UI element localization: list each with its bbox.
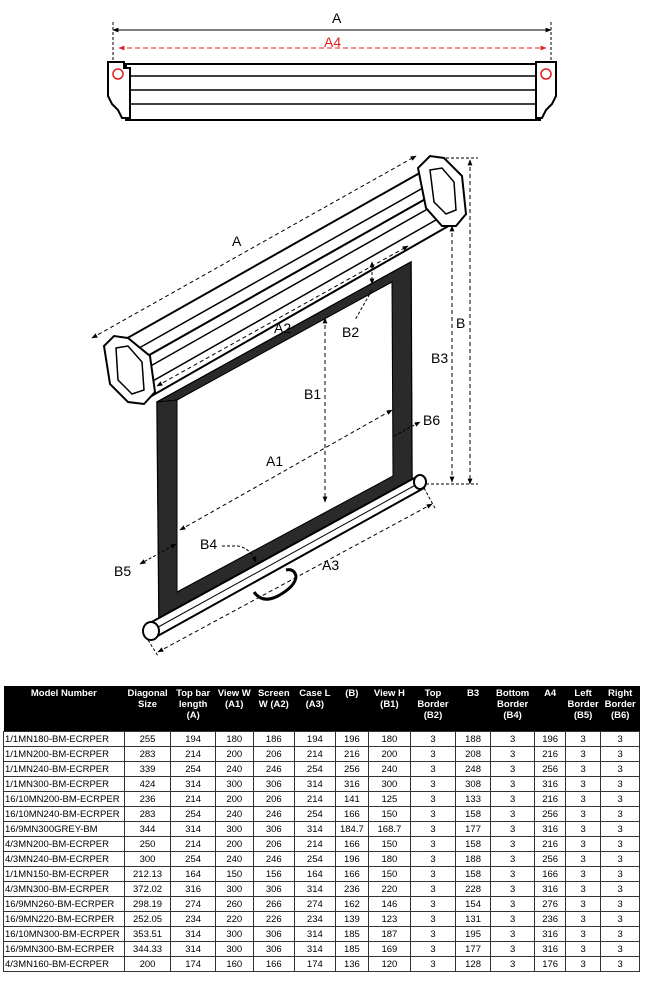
spec-cell: 3	[601, 912, 640, 927]
spec-cell: 214	[295, 837, 336, 852]
spec-cell: 314	[295, 927, 336, 942]
iso-ext-a3-left	[148, 640, 158, 656]
spec-cell: 176	[535, 957, 565, 972]
spec-cell: 150	[369, 867, 411, 882]
spec-cell: 3	[410, 942, 456, 957]
spec-cell: 3	[410, 792, 456, 807]
spec-cell: 254	[171, 807, 216, 822]
spec-cell: 214	[295, 792, 336, 807]
spec-cell: 3	[601, 732, 640, 747]
spec-cell: 188	[456, 852, 490, 867]
model-number-cell: 16/9MN220-BM-ECRPER	[4, 912, 125, 927]
isometric-view	[92, 156, 478, 656]
table-row	[4, 807, 640, 822]
spec-cell: 266	[253, 897, 295, 912]
spec-cell: 3	[565, 912, 601, 927]
iso-label-b2: B2	[342, 324, 360, 340]
spec-cell: 3	[490, 762, 535, 777]
spec-cell: 314	[171, 822, 216, 837]
spec-cell: 306	[253, 927, 295, 942]
spec-cell: 276	[535, 897, 565, 912]
spec-cell: 344.33	[124, 942, 171, 957]
spec-cell: 3	[410, 747, 456, 762]
spec-cell: 316	[171, 882, 216, 897]
spec-cell: 3	[410, 837, 456, 852]
spec-cell: 154	[456, 897, 490, 912]
spec-cell: 3	[410, 762, 456, 777]
spec-cell: 256	[535, 852, 565, 867]
spec-cell: 339	[124, 762, 171, 777]
spec-cell: 196	[335, 732, 368, 747]
model-number-cell: 16/9MN300-BM-ECRPER	[4, 942, 125, 957]
spec-cell: 314	[295, 882, 336, 897]
spec-table	[3, 686, 640, 972]
spec-cell: 246	[253, 807, 295, 822]
spec-cell: 3	[565, 762, 601, 777]
spec-cell: 246	[253, 852, 295, 867]
spec-cell: 150	[369, 807, 411, 822]
spec-cell: 3	[490, 777, 535, 792]
spec-cell: 300	[369, 777, 411, 792]
spec-cell: 3	[601, 747, 640, 762]
spec-cell: 150	[369, 837, 411, 852]
spec-cell: 3	[601, 807, 640, 822]
spec-cell: 177	[456, 942, 490, 957]
model-number-cell: 4/3MN160-BM-ECRPER	[4, 957, 125, 972]
table-row	[4, 762, 640, 777]
table-row	[4, 897, 640, 912]
spec-cell: 3	[410, 957, 456, 972]
spec-cell: 214	[171, 837, 216, 852]
spec-cell: 260	[215, 897, 253, 912]
table-row	[4, 837, 640, 852]
spec-cell: 194	[171, 732, 216, 747]
model-number-cell: 16/9MN260-BM-ECRPER	[4, 897, 125, 912]
front-right-bracket	[536, 62, 556, 118]
col-header: A4	[535, 686, 565, 732]
spec-cell: 3	[490, 732, 535, 747]
spec-cell: 3	[565, 792, 601, 807]
front-view	[108, 10, 556, 120]
spec-cell: 3	[490, 852, 535, 867]
model-number-cell: 16/9MN300GREY-BM	[4, 822, 125, 837]
spec-cell: 220	[215, 912, 253, 927]
table-row	[4, 822, 640, 837]
spec-cell: 180	[369, 732, 411, 747]
spec-cell: 298.19	[124, 897, 171, 912]
spec-cell: 3	[490, 882, 535, 897]
spec-cell: 283	[124, 807, 171, 822]
spec-cell: 3	[490, 747, 535, 762]
spec-cell: 188	[456, 732, 490, 747]
spec-cell: 3	[565, 882, 601, 897]
col-header: Top Border (B2)	[410, 686, 456, 732]
spec-cell: 214	[171, 792, 216, 807]
col-header: Left Border (B5)	[565, 686, 601, 732]
spec-cell: 214	[295, 747, 336, 762]
spec-cell: 314	[295, 822, 336, 837]
spec-cell: 254	[171, 852, 216, 867]
spec-cell: 166	[335, 867, 368, 882]
iso-label-b6: B6	[423, 412, 441, 428]
front-dim-a-label: A	[332, 10, 342, 26]
spec-cell: 216	[335, 747, 368, 762]
col-header: Right Border (B6)	[601, 686, 640, 732]
spec-cell: 254	[171, 762, 216, 777]
spec-cell: 3	[490, 822, 535, 837]
spec-cell: 206	[253, 792, 295, 807]
spec-cell: 3	[601, 822, 640, 837]
spec-cell: 3	[490, 927, 535, 942]
spec-cell: 314	[171, 942, 216, 957]
spec-cell: 206	[253, 747, 295, 762]
spec-cell: 353.51	[124, 927, 171, 942]
model-number-cell: 16/10MN200-BM-ECRPER	[4, 792, 125, 807]
spec-cell: 3	[601, 882, 640, 897]
spec-cell: 3	[601, 762, 640, 777]
spec-cell: 3	[565, 747, 601, 762]
front-dim-a4-label: A4	[324, 34, 342, 50]
iso-label-b: B	[456, 315, 466, 331]
iso-label-a3: A3	[322, 557, 340, 573]
table-row	[4, 957, 640, 972]
spec-cell: 306	[253, 942, 295, 957]
spec-cell: 240	[215, 852, 253, 867]
spec-cell: 3	[565, 852, 601, 867]
spec-cell: 196	[535, 732, 565, 747]
spec-cell: 250	[124, 837, 171, 852]
spec-cell: 3	[410, 882, 456, 897]
spec-cell: 174	[171, 957, 216, 972]
spec-cell: 187	[369, 927, 411, 942]
col-header: (B)	[335, 686, 368, 732]
spec-cell: 200	[215, 747, 253, 762]
spec-cell: 158	[456, 867, 490, 882]
spec-cell: 300	[215, 777, 253, 792]
spec-cell: 226	[253, 912, 295, 927]
spec-cell: 131	[456, 912, 490, 927]
spec-cell: 316	[335, 777, 368, 792]
spec-cell: 3	[410, 732, 456, 747]
spec-cell: 3	[410, 897, 456, 912]
spec-cell: 3	[601, 867, 640, 882]
model-number-cell: 1/1MN240-BM-ECRPER	[4, 762, 125, 777]
spec-cell: 139	[335, 912, 368, 927]
spec-cell: 185	[335, 927, 368, 942]
model-number-cell: 1/1MN300-BM-ECRPER	[4, 777, 125, 792]
iso-label-b3: B3	[431, 350, 449, 366]
spec-cell: 169	[369, 942, 411, 957]
table-row	[4, 777, 640, 792]
spec-cell: 3	[410, 927, 456, 942]
spec-cell: 156	[253, 867, 295, 882]
spec-cell: 316	[535, 822, 565, 837]
spec-cell: 3	[490, 897, 535, 912]
spec-cell: 3	[490, 957, 535, 972]
spec-cell: 200	[369, 747, 411, 762]
spec-cell: 306	[253, 822, 295, 837]
spec-cell: 194	[295, 732, 336, 747]
spec-cell: 120	[369, 957, 411, 972]
spec-cell: 3	[565, 807, 601, 822]
spec-cell: 228	[456, 882, 490, 897]
spec-cell: 216	[535, 837, 565, 852]
spec-cell: 274	[171, 897, 216, 912]
spec-cell: 3	[601, 837, 640, 852]
model-number-cell: 1/1MN180-BM-ECRPER	[4, 732, 125, 747]
spec-cell: 216	[535, 747, 565, 762]
spec-cell: 300	[124, 852, 171, 867]
spec-cell: 125	[369, 792, 411, 807]
spec-cell: 166	[253, 957, 295, 972]
col-header: View W (A1)	[215, 686, 253, 732]
table-row	[4, 942, 640, 957]
spec-cell: 3	[565, 822, 601, 837]
spec-cell: 255	[124, 732, 171, 747]
spec-cell: 184.7	[335, 822, 368, 837]
iso-label-b4: B4	[200, 536, 218, 552]
spec-cell: 146	[369, 897, 411, 912]
spec-cell: 306	[253, 882, 295, 897]
spec-cell: 246	[253, 762, 295, 777]
spec-cell: 200	[215, 792, 253, 807]
spec-cell: 316	[535, 777, 565, 792]
spec-cell: 248	[456, 762, 490, 777]
front-left-bracket	[108, 62, 130, 118]
spec-cell: 314	[295, 777, 336, 792]
spec-cell: 344	[124, 822, 171, 837]
table-row	[4, 912, 640, 927]
spec-cell: 252.05	[124, 912, 171, 927]
spec-cell: 136	[335, 957, 368, 972]
spec-cell: 186	[253, 732, 295, 747]
spec-cell: 300	[215, 942, 253, 957]
spec-cell: 3	[490, 867, 535, 882]
spec-cell: 206	[253, 837, 295, 852]
spec-cell: 162	[335, 897, 368, 912]
spec-cell: 3	[410, 912, 456, 927]
spec-cell: 234	[171, 912, 216, 927]
spec-cell: 240	[369, 762, 411, 777]
spec-cell: 254	[295, 807, 336, 822]
spec-cell: 3	[601, 852, 640, 867]
spec-cell: 3	[565, 957, 601, 972]
spec-cell: 166	[535, 867, 565, 882]
model-number-cell: 4/3MN200-BM-ECRPER	[4, 837, 125, 852]
front-roller-case	[126, 64, 540, 120]
spec-cell: 3	[410, 807, 456, 822]
spec-cell: 214	[171, 747, 216, 762]
spec-cell: 216	[535, 792, 565, 807]
table-row	[4, 882, 640, 897]
spec-cell: 306	[253, 777, 295, 792]
col-header: Case L (A3)	[295, 686, 336, 732]
spec-cell: 123	[369, 912, 411, 927]
spec-cell: 180	[369, 852, 411, 867]
model-number-cell: 1/1MN200-BM-ECRPER	[4, 747, 125, 762]
spec-cell: 133	[456, 792, 490, 807]
model-number-cell: 16/10MN240-BM-ECRPER	[4, 807, 125, 822]
spec-cell: 3	[601, 957, 640, 972]
model-number-cell: 1/1MN150-BM-ECRPER	[4, 867, 125, 882]
spec-cell: 274	[295, 897, 336, 912]
spec-cell: 200	[124, 957, 171, 972]
spec-cell: 3	[490, 792, 535, 807]
spec-cell: 3	[490, 807, 535, 822]
spec-cell: 180	[215, 732, 253, 747]
spec-cell: 150	[215, 867, 253, 882]
spec-cell: 240	[215, 762, 253, 777]
iso-label-b5: B5	[114, 563, 132, 579]
col-header: Screen W (A2)	[253, 686, 295, 732]
spec-cell: 300	[215, 927, 253, 942]
spec-cell: 314	[171, 927, 216, 942]
spec-cell: 3	[601, 942, 640, 957]
spec-cell: 3	[565, 942, 601, 957]
spec-cell: 314	[171, 777, 216, 792]
spec-cell: 3	[565, 867, 601, 882]
col-header: Bottom Border (B4)	[490, 686, 535, 732]
iso-label-b1: B1	[304, 386, 322, 402]
spec-cell: 168.7	[369, 822, 411, 837]
spec-cell: 3	[565, 927, 601, 942]
col-header: View H (B1)	[369, 686, 411, 732]
spec-cell: 195	[456, 927, 490, 942]
col-header: Model Number	[4, 686, 125, 732]
model-number-cell: 4/3MN300-BM-ECRPER	[4, 882, 125, 897]
col-header: B3	[456, 686, 490, 732]
spec-cell: 212.13	[124, 867, 171, 882]
spec-cell: 240	[215, 807, 253, 822]
spec-cell: 3	[410, 852, 456, 867]
iso-ext-a3-right	[424, 488, 436, 510]
spec-cell: 200	[215, 837, 253, 852]
iso-label-a2: A2	[274, 320, 292, 336]
spec-cell: 166	[335, 807, 368, 822]
spec-cell: 164	[171, 867, 216, 882]
table-row	[4, 927, 640, 942]
spec-cell: 3	[410, 822, 456, 837]
spec-cell: 316	[535, 942, 565, 957]
spec-cell: 236	[124, 792, 171, 807]
spec-cell: 196	[335, 852, 368, 867]
spec-cell: 316	[535, 927, 565, 942]
spec-cell: 177	[456, 822, 490, 837]
spec-cell: 3	[565, 837, 601, 852]
spec-cell: 185	[335, 942, 368, 957]
col-header: Top bar length (A)	[171, 686, 216, 732]
iso-label-a: A	[232, 233, 242, 249]
spec-cell: 256	[535, 807, 565, 822]
spec-cell: 158	[456, 837, 490, 852]
spec-cell: 372.02	[124, 882, 171, 897]
spec-cell: 3	[601, 777, 640, 792]
spec-cell: 164	[295, 867, 336, 882]
table-row	[4, 867, 640, 882]
spec-cell: 256	[535, 762, 565, 777]
spec-cell: 160	[215, 957, 253, 972]
table-row	[4, 852, 640, 867]
spec-cell: 254	[295, 852, 336, 867]
spec-cell: 308	[456, 777, 490, 792]
spec-cell: 3	[601, 792, 640, 807]
spec-table-header-row	[4, 686, 640, 732]
spec-cell: 208	[456, 747, 490, 762]
spec-cell: 3	[565, 732, 601, 747]
spec-cell: 128	[456, 957, 490, 972]
spec-cell: 234	[295, 912, 336, 927]
spec-cell: 3	[565, 777, 601, 792]
spec-cell: 283	[124, 747, 171, 762]
spec-cell: 3	[601, 927, 640, 942]
table-row	[4, 792, 640, 807]
spec-cell: 256	[335, 762, 368, 777]
model-number-cell: 16/10MN300-BM-ECRPER	[4, 927, 125, 942]
spec-cell: 3	[601, 897, 640, 912]
spec-cell: 254	[295, 762, 336, 777]
spec-cell: 236	[335, 882, 368, 897]
spec-table-body	[4, 732, 640, 972]
spec-cell: 3	[410, 867, 456, 882]
spec-cell: 316	[535, 882, 565, 897]
bottom-bar-end-right	[414, 475, 426, 489]
spec-cell: 166	[335, 837, 368, 852]
spec-cell: 424	[124, 777, 171, 792]
table-row	[4, 747, 640, 762]
table-row	[4, 732, 640, 747]
spec-cell: 300	[215, 882, 253, 897]
col-header: Diagonal Size	[124, 686, 171, 732]
model-number-cell: 4/3MN240-BM-ECRPER	[4, 852, 125, 867]
spec-cell: 220	[369, 882, 411, 897]
bottom-bar-end-left	[143, 622, 159, 640]
spec-cell: 3	[565, 897, 601, 912]
spec-cell: 158	[456, 807, 490, 822]
spec-cell: 141	[335, 792, 368, 807]
spec-cell: 314	[295, 942, 336, 957]
iso-label-a1: A1	[266, 453, 284, 469]
spec-cell: 174	[295, 957, 336, 972]
spec-cell: 300	[215, 822, 253, 837]
spec-cell: 3	[410, 777, 456, 792]
spec-cell: 3	[490, 912, 535, 927]
spec-cell: 3	[490, 942, 535, 957]
spec-cell: 236	[535, 912, 565, 927]
spec-cell: 3	[490, 837, 535, 852]
